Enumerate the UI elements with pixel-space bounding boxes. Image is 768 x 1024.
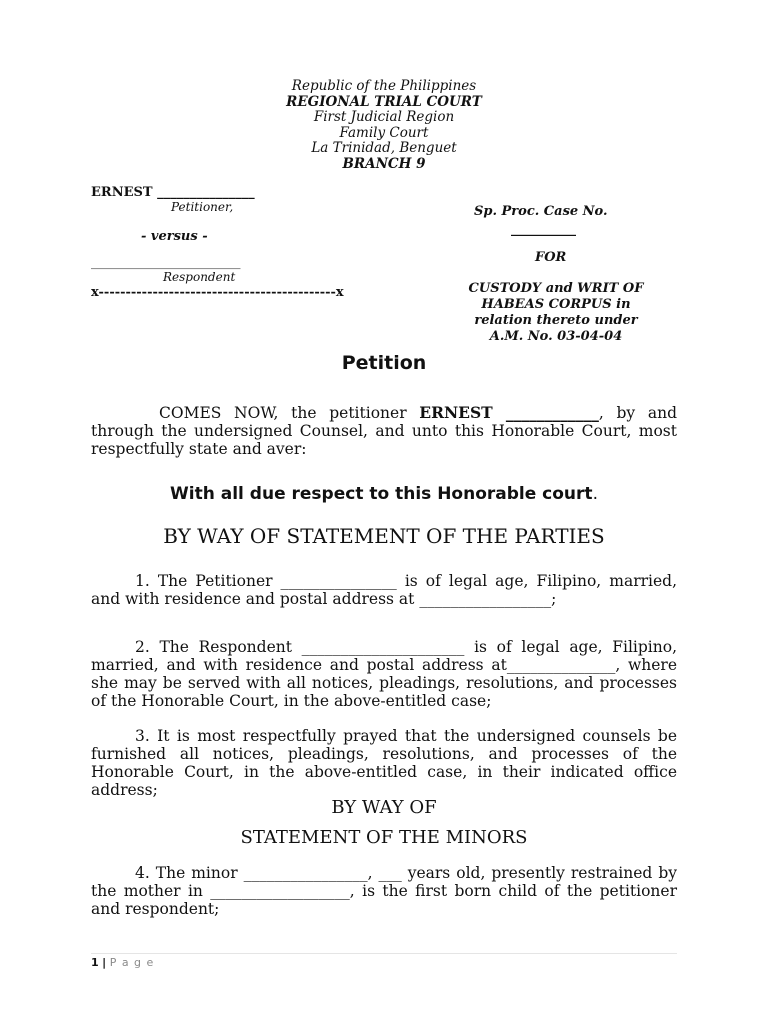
for-label: FOR: [535, 250, 567, 265]
court-name: REGIONAL TRIAL COURT: [286, 93, 482, 110]
court-type: Family Court: [339, 124, 429, 141]
petitioner-name: ERNEST _______________: [91, 185, 255, 200]
footer-divider: [91, 953, 677, 954]
court-location: La Trinidad, Benguet: [311, 140, 457, 156]
intro-lead: COMES NOW, the petitioner: [159, 404, 420, 422]
case-nature-line: HABEAS CORPUS in: [481, 297, 631, 312]
page-number: 1: [91, 956, 99, 969]
caption-divider: x--------------------------------------------x: [91, 285, 344, 300]
page-separator: |: [102, 956, 107, 969]
paragraph-3: 3. It is most respectfully prayed that the undersigned counsels be furnished all notices, pleadings, resolutions, and processes of the Honorable Court, in the above-entitled case, in their indicated office address;: [91, 727, 677, 799]
intro-rest: , by and through the undersigned Counsel, and unto this Honorable Court, most respectfully state and aver:: [91, 404, 678, 458]
case-nature-line: CUSTODY and WRIT OF: [468, 281, 644, 296]
paragraph-2: 2. The Respondent _____________________ is of legal age, Filipino, married, and with residence and postal address at______________, where she may be served with all notices, pleadings, resolutions, and processes of the Honorable Court, in the above-entitled case;: [91, 638, 677, 710]
section-parties-heading: BY WAY OF STATEMENT OF THE PARTIES: [163, 524, 605, 548]
intro-paragraph: [91, 404, 677, 458]
case-nature-line: relation thereto under: [474, 313, 638, 328]
case-nature: [448, 281, 664, 344]
section-minors-heading-line1: BY WAY OF: [331, 797, 437, 818]
versus-label: - versus -: [141, 229, 208, 244]
intro-petitioner-name: ERNEST ____________: [419, 403, 599, 422]
respect-period: .: [592, 484, 598, 504]
respondent-label: Respondent: [163, 270, 236, 284]
respect-text: With all due respect to this Honorable court: [170, 484, 593, 504]
respondent-blank: _______________________: [91, 255, 241, 270]
paragraph-1: 1. The Petitioner _______________ is of legal age, Filipino, married, and with residence and postal address at _________________;: [91, 572, 677, 608]
document-title: Petition: [341, 352, 427, 374]
case-nature-line: A.M. No. 03-04-04: [489, 329, 623, 344]
petitioner-label: Petitioner,: [171, 200, 234, 214]
paragraph-4: 4. The minor ________________, ___ years old, presently restrained by the mother in __________________, is the first born child of the petitioner and respondent;: [91, 864, 677, 918]
page-footer: [91, 956, 154, 969]
court-header: [0, 79, 768, 172]
section-minors-heading-line2: STATEMENT OF THE MINORS: [240, 827, 528, 848]
respect-line: [0, 484, 768, 504]
case-number-label: Sp. Proc. Case No.: [474, 204, 608, 219]
judicial-region: First Judicial Region: [313, 109, 455, 125]
branch-label: BRANCH 9: [342, 155, 426, 172]
republic-line: Republic of the Philippines: [291, 78, 477, 94]
page-label: P a g e: [109, 956, 155, 969]
case-number-blank: __________: [511, 222, 576, 237]
